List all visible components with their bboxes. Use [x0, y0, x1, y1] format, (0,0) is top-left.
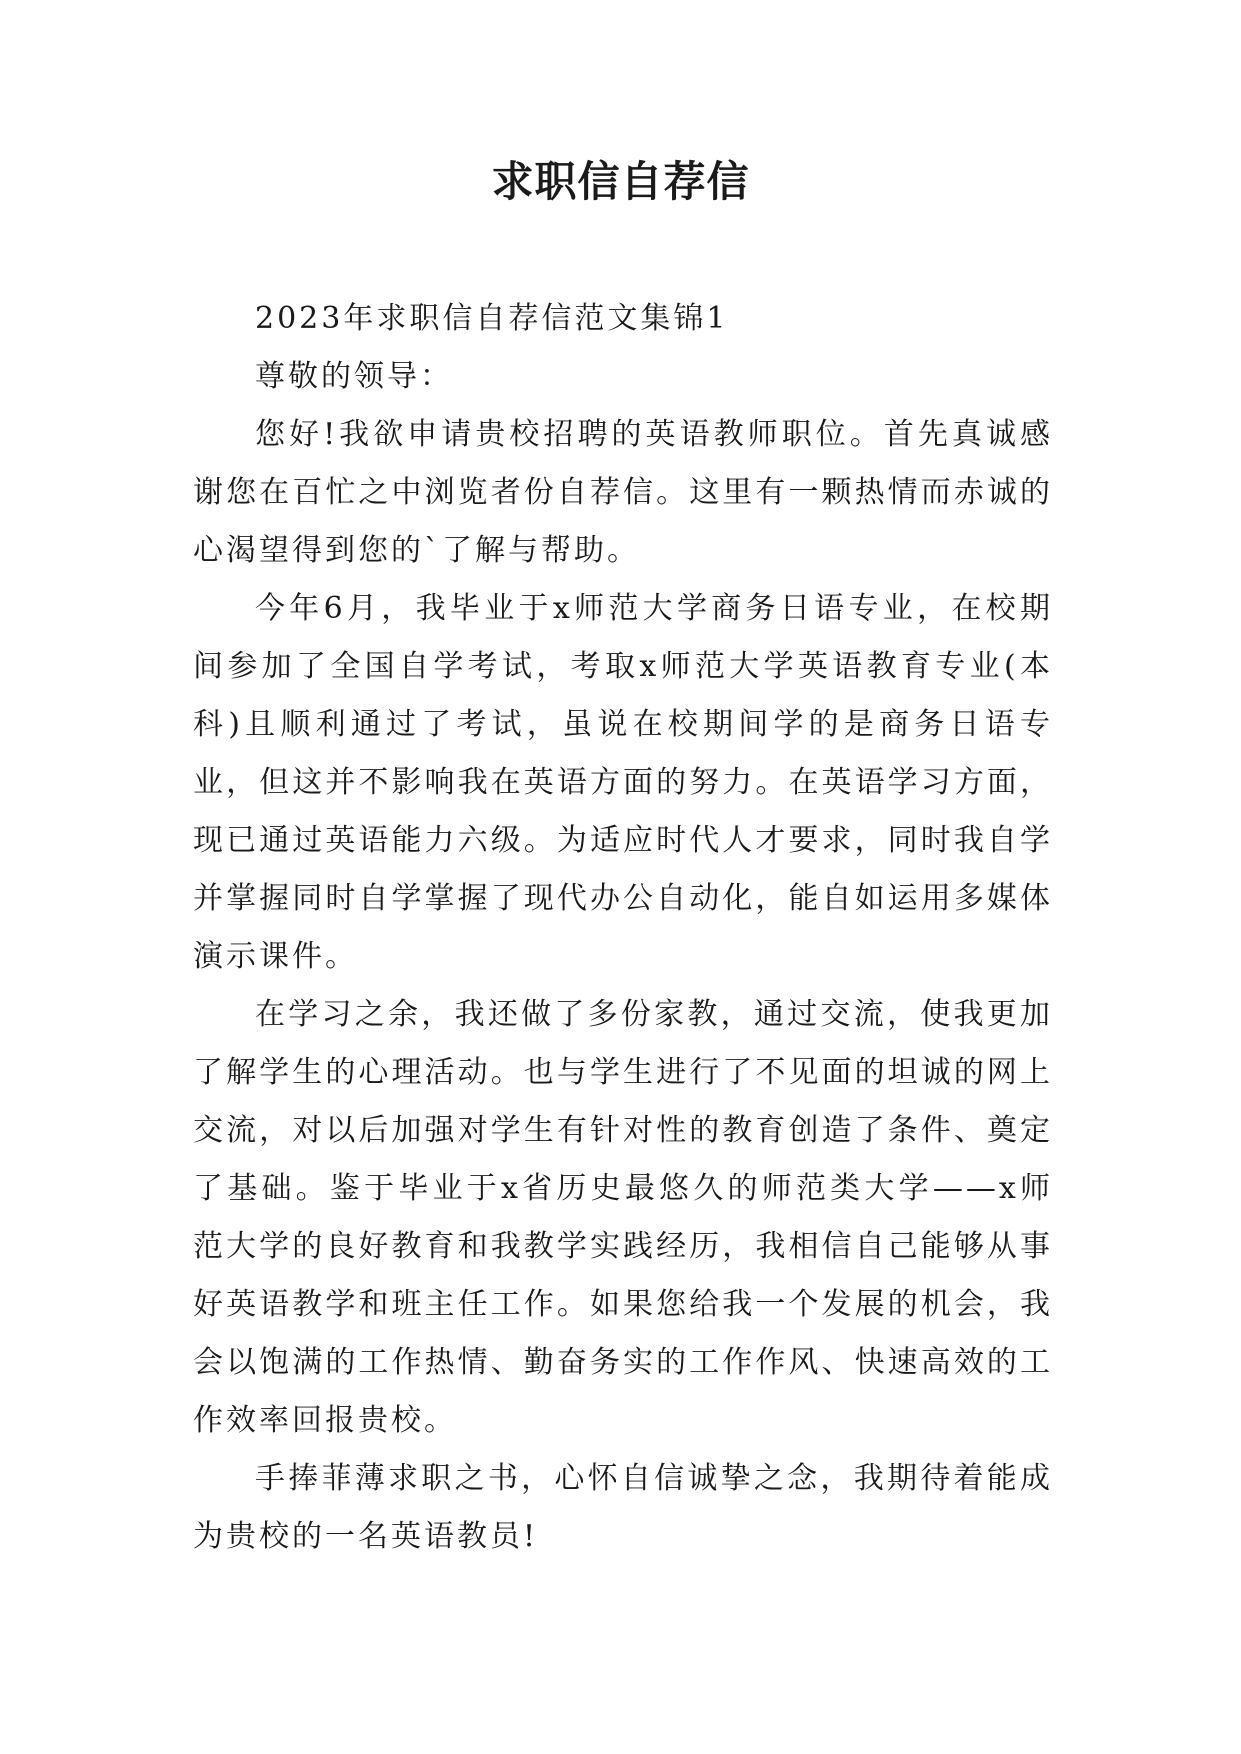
- paragraph-greeting: 您好!我欲申请贵校招聘的英语教师职位。首先真诚感谢您在百忙之中浏览者份自荐信。这里有一颗热情而赤诚的心渴望得到您的`了解与帮助。: [193, 417, 1053, 568]
- document-body: [193, 290, 1053, 1566]
- subtitle-line: 2023年求职信自荐信范文集锦1: [255, 301, 729, 336]
- paragraph-closing: 手捧菲薄求职之书，心怀自信诚挚之念，我期待着能成为贵校的一名英语教员!: [193, 1461, 1053, 1554]
- document-title: 求职信自荐信: [491, 157, 750, 206]
- paragraph-experience: 在学习之余，我还做了多份家教，通过交流，使我更加了解学生的心理活动。也与学生进行了不见面的坦诚的网上交流，对以后加强对学生有针对性的教育创造了条件、奠定了基础。鉴于毕业于x省历史最悠久的师范类大学——x师范大学的良好教育和我教学实践经历，我相信自己能够从事好英语教学和班主任工作。如果您给我一个发展的机会，我会以饱满的工作热情、勤奋务实的工作作风、快速高效的工作效率回报贵校。: [193, 997, 1053, 1438]
- paragraph-education: 今年6月，我毕业于x师范大学商务日语专业，在校期间参加了全国自学考试，考取x师范大学英语教育专业(本科)且顺利通过了考试，虽说在校期间学的是商务日语专业，但这并不影响我在英语方面的努力。在英语学习方面，现已通过英语能力六级。为适应时代人才要求，同时我自学并掌握同时自学掌握了现代办公自动化，能自如运用多媒体演示课件。: [193, 591, 1053, 974]
- salutation: 尊敬的领导：: [255, 359, 453, 394]
